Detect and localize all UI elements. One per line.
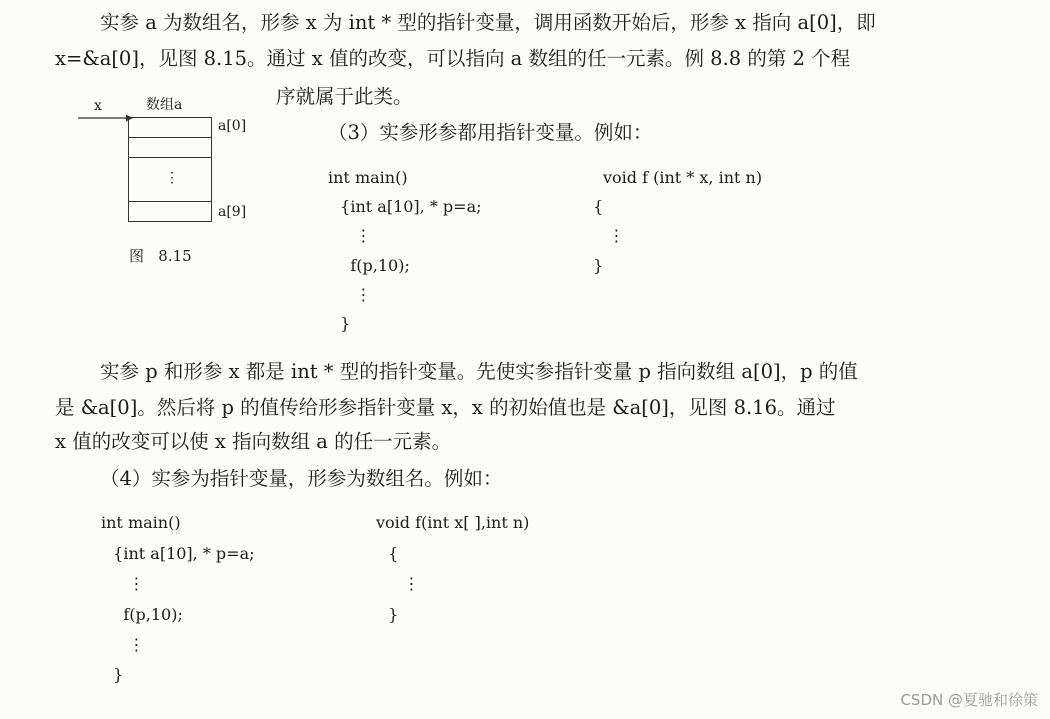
section4-heading: （4）实参为指针变量，形参为数组名。例如： [100,467,503,490]
elem-a9-label: a[9] [218,204,247,220]
section3-heading: （3）实参形参都用指针变量。例如： [328,121,653,144]
code-line: int main() [328,168,408,187]
array-cell-0 [128,117,212,138]
code-line: {int a[10], * p=a; [330,197,482,216]
code-line: { [378,544,399,563]
para2-line1: 实参 p 和形参 x 都是 int * 型的指针变量。先使实参指针变量 p 指向数组 a[0]，p 的值 [100,360,858,383]
code-line: {int a[10], * p=a; [103,544,255,563]
array-cell-1 [128,137,212,158]
code-line: } [378,605,399,624]
code-line: ⋮ [330,226,372,245]
code-line: } [583,256,604,275]
code-line: void f (int * x, int n) [603,168,763,187]
pointer-x-label: x [94,98,102,114]
code-line: int main() [101,513,181,532]
code-line: ⋮ [583,226,625,245]
pointer-arrow [76,113,136,123]
para1-line2: x=&a[0]，见图 8.15。通过 x 值的改变，可以指向 a 数组的任一元素。例 8.8 的第 2 个程 [55,47,851,70]
code-line: f(p,10); [103,605,183,624]
csdn-watermark: CSDN @夏驰和徐策 [900,691,1038,709]
code-line: ⋮ [103,635,145,654]
code-line: } [330,314,351,333]
code-line: { [583,197,604,216]
code-line: ⋮ [103,574,145,593]
elem-a0-label: a[0] [218,118,247,134]
para2-line2: 是 &a[0]。然后将 p 的值传给形参指针变量 x，x 的初始值也是 &a[0]，见图 8.16。通过 [55,396,836,419]
code-line: ⋮ [330,285,372,304]
vertical-ellipsis: ⋮ [165,170,179,186]
para2-line3: x 值的改变可以使 x 指向数组 a 的任一元素。 [55,430,452,453]
code-line: } [103,665,124,684]
para1-line1: 实参 a 为数组名，形参 x 为 int * 型的指针变量，调用函数开始后，形参 x 指向 a[0]，即 [100,11,876,34]
array-label: 数组a [146,97,183,113]
para1-line3: 序就属于此类。 [276,85,413,108]
code-line: void f(int x[ ],int n) [376,513,530,532]
array-cell-9 [128,201,212,222]
code-line: f(p,10); [330,256,410,275]
figure-caption: 图 8.15 [129,247,192,265]
code-line: ⋮ [378,574,420,593]
